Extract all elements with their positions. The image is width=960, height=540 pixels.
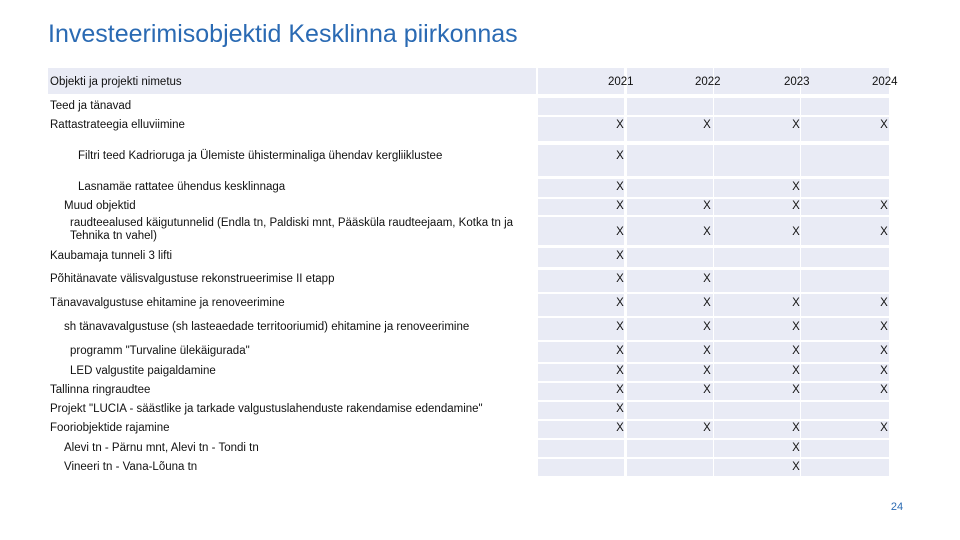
cell-background — [627, 440, 713, 457]
x-mark: X — [792, 422, 800, 434]
cell-background — [801, 98, 889, 115]
cell-background — [801, 179, 889, 197]
row-label: programm "Turvaline ülekäigurada" — [70, 345, 250, 357]
x-mark: X — [880, 384, 888, 396]
x-mark: X — [703, 345, 711, 357]
x-mark: X — [616, 150, 624, 162]
cell-background — [714, 270, 800, 292]
x-mark: X — [792, 345, 800, 357]
slide-title: Investeerimisobjektid Kesklinna piirkonnas — [48, 20, 518, 48]
cell-background — [627, 145, 713, 176]
x-mark: X — [703, 226, 711, 238]
x-mark: X — [792, 226, 800, 238]
x-mark: X — [703, 422, 711, 434]
row-label: Teed ja tänavad — [50, 100, 132, 112]
page-number: 24 — [890, 501, 904, 513]
cell-background — [714, 145, 800, 176]
year-header-2024: 2024 — [872, 76, 898, 88]
cell-background — [627, 179, 713, 197]
x-mark: X — [880, 321, 888, 333]
x-mark: X — [703, 384, 711, 396]
x-mark: X — [616, 365, 624, 377]
x-mark: X — [880, 297, 888, 309]
x-mark: X — [792, 297, 800, 309]
x-mark: X — [792, 365, 800, 377]
x-mark: X — [703, 200, 711, 212]
x-mark: X — [703, 273, 711, 285]
row-label: Filtri teed Kadrioruga ja Ülemiste ühisterminaliga ühendav kergliiklustee — [78, 150, 443, 162]
x-mark: X — [792, 461, 800, 473]
x-mark: X — [616, 321, 624, 333]
row-label: Lasnamäe rattatee ühendus kesklinnaga — [78, 181, 286, 193]
x-mark: X — [703, 321, 711, 333]
cell-background — [627, 402, 713, 419]
cell-background — [538, 459, 624, 476]
x-mark: X — [792, 200, 800, 212]
x-mark: X — [792, 321, 800, 333]
x-mark: X — [880, 365, 888, 377]
x-mark: X — [616, 273, 624, 285]
row-label: raudteealused käigutunnelid (Endla tn, Paldiski mnt, Pääsküla raudteejaam, Kotka tn ja Tehnika tn vahel) — [70, 217, 514, 242]
x-mark: X — [703, 119, 711, 131]
cell-background — [801, 440, 889, 457]
row-label: sh tänavavalgustuse (sh lasteaedade territooriumid) ehitamine ja renoveerimine — [64, 321, 470, 333]
row-label: Põhitänavate välisvalgustuse rekonstrueerimise II etapp — [50, 273, 335, 285]
row-label: Fooriobjektide rajamine — [50, 422, 170, 434]
cell-background — [714, 98, 800, 115]
cell-background — [627, 98, 713, 115]
x-mark: X — [616, 297, 624, 309]
x-mark: X — [880, 345, 888, 357]
x-mark: X — [616, 119, 624, 131]
row-label: Tallinna ringraudtee — [50, 384, 151, 396]
row-label: Muud objektid — [64, 200, 136, 212]
row-label: Alevi tn - Pärnu mnt, Alevi tn - Tondi tn — [64, 442, 259, 454]
x-mark: X — [880, 226, 888, 238]
row-label: Vineeri tn - Vana-Lõuna tn — [64, 461, 198, 473]
x-mark: X — [616, 384, 624, 396]
row-label: Tänavavalgustuse ehitamine ja renoveerimine — [50, 297, 285, 309]
x-mark: X — [703, 297, 711, 309]
x-mark: X — [880, 422, 888, 434]
cell-background — [538, 98, 624, 115]
cell-background — [627, 248, 713, 267]
cell-background — [801, 270, 889, 292]
row-label: Kaubamaja tunneli 3 lifti — [50, 250, 173, 262]
table-header-label: Objekti ja projekti nimetus — [50, 76, 182, 88]
x-mark: X — [880, 200, 888, 212]
x-mark: X — [703, 365, 711, 377]
x-mark: X — [616, 226, 624, 238]
x-mark: X — [616, 403, 624, 415]
x-mark: X — [616, 200, 624, 212]
cell-background — [714, 248, 800, 267]
x-mark: X — [616, 250, 624, 262]
cell-background — [801, 459, 889, 476]
row-label: LED valgustite paigaldamine — [70, 365, 216, 377]
x-mark: X — [616, 422, 624, 434]
year-header-2021: 2021 — [608, 76, 634, 88]
x-mark: X — [880, 119, 888, 131]
row-label: Rattastrateegia elluviimine — [50, 119, 185, 131]
x-mark: X — [792, 384, 800, 396]
row-label: Projekt "LUCIA - säästlike ja tarkade valgustuslahenduste rakendamise edendamine" — [50, 403, 483, 415]
year-header-2022: 2022 — [695, 76, 721, 88]
cell-background — [801, 402, 889, 419]
x-mark: X — [792, 442, 800, 454]
cell-background — [714, 402, 800, 419]
cell-background — [801, 145, 889, 176]
x-mark: X — [616, 345, 624, 357]
cell-background — [627, 459, 713, 476]
x-mark: X — [792, 181, 800, 193]
x-mark: X — [792, 119, 800, 131]
cell-background — [538, 440, 624, 457]
x-mark: X — [616, 181, 624, 193]
year-header-2023: 2023 — [784, 76, 810, 88]
cell-background — [801, 248, 889, 267]
